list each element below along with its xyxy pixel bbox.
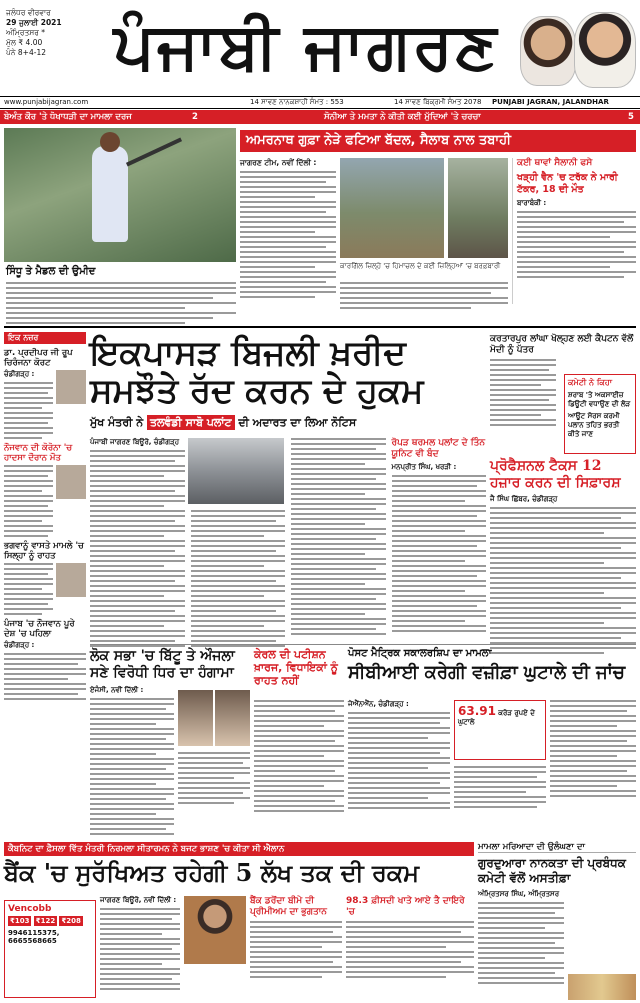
gurdwara-byline: ਅੰਮ੍ਰਿਤਸਰ ਸਿੰਘ, ਅੰਮ੍ਰਿਤਸਰ [478, 890, 560, 898]
scholarship-kicker: ਪੋਸਟ ਮੈਟ੍ਰਿਕ ਸਕਾਲਰਸ਼ਿਪ ਦਾ ਮਾਮਲਾ [348, 648, 492, 659]
scam-amount-label: ਕਰੋੜ ਰੁਪਏ ਦੇ ਘੁਟਾਲੇ [458, 709, 535, 726]
politician-photos [178, 690, 250, 746]
scholarship-body-3 [454, 766, 546, 808]
bank-headline[interactable]: ਬੈਂਕ 'ਚ ਸੁਰੱਖਿਅਤ ਰਹੇਗੀ 5 ਲੱਖ ਤਕ ਦੀ ਰਕਮ [4, 858, 420, 887]
newspaper-title: ਪੰਜਾਬੀ ਜਾਗਰਣ [113, 9, 499, 84]
brief-headline[interactable]: ਪੰਜਾਬ 'ਚ ਨੌਜਵਾਨ ਪੂਰੇ ਦੇਸ਼ 'ਚ ਪਹਿਲਾ [4, 619, 75, 639]
brief-headline[interactable]: ਨੌਜਵਾਨ ਦੀ ਕੋਰੋਨਾ 'ਚ ਹਾਦਸਾ ਦੌਰਾਨ ਮੌਤ [4, 443, 73, 463]
website-link[interactable]: www.punjabijagran.com [4, 98, 89, 106]
brief-photo [56, 465, 86, 499]
ad-phone: 9946115375, 6665568665 [8, 929, 60, 945]
briefs-column [4, 332, 86, 700]
subhead-part-a: ਮੁੱਖ ਮੰਤਰੀ ਨੇ [90, 416, 144, 429]
section-divider [4, 326, 636, 328]
lok-sabha-body [90, 686, 174, 835]
scholarship-byline: ਜੇਐੱਨਐੱਨ, ਚੰਡੀਗੜ੍ਹ : [348, 700, 409, 708]
brief-photo [56, 563, 86, 597]
ad-price: ₹208 [61, 917, 81, 925]
committee-box-title: ਕਮੇਟੀ ਨੇ ਕਿਹਾ [568, 378, 613, 387]
inset-byline: ਮਨਪ੍ਰੀਤ ਸਿੰਘ, ਖਰੜੀ : [391, 463, 457, 471]
kartarpur-headline[interactable]: ਕਰਤਾਰਪੁਰ ਲਾਂਘਾ ਖੋਲ੍ਹਣ ਲਈ ਕੈਪਟਨ ਵੱਲੋਂ ਮੋਦੀ ਨੂੰ ਪੱਤਰ [490, 334, 634, 355]
cabinet-strip: ਕੈਬਨਿਟ ਦਾ ਫ਼ੈਸਲਾ ਵਿੱਤ ਮੰਤਰੀ ਨਿਰਮਲਾ ਸੀਤਾਰਮਨ ਨੇ ਬਜਟ ਭਾਸ਼ਣ 'ਚ ਕੀਤਾ ਸੀ ਐਲਾਨ [4, 842, 474, 856]
brief-headline[interactable]: ਭਗਵਾਨੂੰ ਵਾਸਤੇ ਮਾਮਲੇ 'ਚ ਸਿਲ੍ਹਾ ਨੂੰ ਰਾਹਤ [4, 541, 84, 561]
advertisement[interactable] [4, 900, 96, 998]
ticker-left-page: 2 [192, 112, 198, 122]
ad-brand: Vencobb [8, 904, 52, 914]
kerala-headline[interactable]: ਕੇਰਲ ਦੀ ਪਟੀਸ਼ਨ ਖ਼ਾਰਜ, ਵਿਧਾਇਕਾਂ ਨੂੰ ਰਾਹਤ ਨਹੀਂ [254, 648, 338, 687]
lok-sabha-body-2 [178, 752, 250, 804]
edition-line: ਅੰਮ੍ਰਿਤਸਰ * [6, 28, 46, 37]
lead-byline: ਜਾਗਰਣ ਟੀਮ, ਨਵੀਂ ਦਿੱਲੀ : [240, 158, 317, 167]
scholarship-headline[interactable]: ਸੀਬੀਆਈ ਕਰੇਗੀ ਵਜ਼ੀਫ਼ਾ ਘੁਟਾਲੇ ਦੀ ਜਾਂਚ [348, 662, 625, 683]
inset-headline[interactable]: ਰੋਪੜ ਥਰਮਲ ਪਲਾਂਟ ਦੇ ਤਿੰਨ ਯੂਨਿਟ ਵੀ ਬੰਦ [391, 438, 486, 459]
gurdwara-body [478, 890, 636, 984]
tax-story [490, 458, 636, 654]
player-head [100, 132, 120, 152]
brief-headline[interactable]: ਡਾ. ਪ੍ਰਦੀਪਰ ਜੀ ਰੂਪ ਚਿਰੰਜਨਾ ਕੋਰਟ [4, 348, 73, 368]
main-story-body [90, 438, 486, 647]
gurdwara-photo [568, 974, 636, 1000]
date-nanakshahi: 14 ਸਾਵਣ ਨਾਨਕਸ਼ਾਹੀ ਸੰਮਤ : 553 [250, 98, 344, 106]
committee-box [564, 374, 636, 454]
committee-point-2: ਆਊਟ ਸੋਰਸ ਕਰਮੀ ਪਲਾਨ ਤਹਿਤ ਭਰਤੀ ਕੀਤੇ ਜਾਣ [568, 412, 620, 438]
edition-line: 29 ਜੁਲਾਈ 2021 [6, 18, 62, 27]
edition-box [6, 8, 94, 58]
main-headline[interactable]: ਇਕਪਾਸੜ ਬਿਜਲੀ ਖ਼ਰੀਦ ਸਮਝੌਤੇ ਰੱਦ ਕਰਨ ਦੇ ਹੁਕਮ [90, 333, 424, 411]
portrait-photo-2 [574, 12, 636, 88]
politician-photo [178, 690, 213, 746]
flood-caption: ਕਾਰਗਿੱਲ ਜ਼ਿਲ੍ਹੇ 'ਚ ਹਿਮਾਚਲ ਦੇ ਕਈ ਜ਼ਿਲ੍ਹਿਆਂ 'ਚ ਬਰਫ਼ਬਾਰੀ [340, 262, 501, 270]
lead-story-body [240, 158, 336, 298]
accounts-headline[interactable]: 98.3 ਫ਼ੀਸਦੀ ਖਾਤੇ ਆਏ ਤੈ ਦਾਇਰੇ 'ਚ [346, 896, 465, 917]
badminton-photo [4, 128, 236, 262]
top-ticker [0, 110, 640, 124]
brief-byline: ਚੰਡੀਗੜ੍ਹ : [4, 370, 35, 378]
committee-point-1: ਸ਼ਰਾਬ 'ਤੇ ਅਕਸਾਈਜ਼ ਡਿਊਟੀ ਵਧਾਉਣ ਦੀ ਲੋੜ [568, 391, 631, 408]
insurance-headline[interactable]: ਬੈਂਕ ਡਰੋਂਦਾ ਬੀਮੇ ਦੀ ਪ੍ਰੀਮੀਅਮ ਦਾ ਭੁਗਤਾਨ [250, 896, 327, 917]
kerala-body [254, 700, 344, 812]
gurdwara-kicker: ਮਾਮਲਾ ਮਰਿਆਦਾ ਦੀ ਉਲੰਘਣਾ ਦਾ [478, 842, 636, 853]
side-story-headline[interactable]: ਖੜ੍ਹੀ ਵੈਨ 'ਚ ਟਰੱਕ ਨੇ ਮਾਰੀ ਟੱਕਰ, 18 ਦੀ ਮੌਤ [517, 172, 618, 195]
tax-byline: ਜੈ ਸਿੰਘ ਛਿੱਬਰ, ਚੰਡੀਗੜ੍ਹ [490, 495, 558, 503]
lok-sabha-headline[interactable]: ਲੋਕ ਸਭਾ 'ਚ ਬਿੱਟੂ ਤੇ ਔਜਲਾ ਸਣੇ ਵਿਰੋਧੀ ਧਿਰ ਦਾ ਹੰਗਾਮਾ [90, 648, 235, 681]
racket [126, 138, 182, 167]
player-figure [92, 146, 128, 242]
ad-price: ₹103 [10, 917, 30, 925]
lok-sabha-byline: ਏਜੰਸੀ, ਨਵੀਂ ਦਿੱਲੀ : [90, 686, 144, 694]
date-bikrami: 14 ਸਾਵਣ ਬਿਕ੍ਰਮੀ ਸੰਮਤ 2078 [394, 98, 482, 106]
publisher: PUNJABI JAGRAN, JALANDHAR [492, 98, 609, 106]
note-head: ਕਈ ਥਾਵਾਂ ਸੈਲਾਨੀ ਫਸੇ [517, 158, 593, 168]
bank-story-body [100, 896, 180, 990]
edition-line: ਜਲੰਧਰ ਵੀਰਵਾਰ [6, 8, 51, 17]
side-story [512, 158, 636, 304]
side-story-byline: ਬਾਰਾਬੰਕੀ : [517, 199, 547, 207]
finance-minister-photo [184, 896, 246, 964]
tax-headline[interactable]: ਪ੍ਰੋਫੈਸ਼ਨਲ ਟੈਕਸ 12 ਹਜ਼ਾਰ ਕਰਨ ਦੀ ਸਿਫ਼ਾਰਸ਼ [490, 458, 621, 491]
portrait-photo-1 [520, 16, 576, 86]
photo-caption-text [6, 282, 236, 324]
edition-line: ਪੰਨੇ 8+4-12 [6, 48, 46, 57]
insurance-box [250, 896, 342, 978]
scam-amount-box [454, 700, 546, 760]
scam-amount: 63.91 [458, 704, 496, 718]
subhead-highlight: ਤਲਵੰਡੀ ਸਾਬੋ ਪਲਾਂਟ [147, 415, 235, 430]
gurdwara-headline[interactable]: ਗੁਰਦੁਆਰਾ ਨਾਨਕਤਾ ਦੀ ਪ੍ਰਬੰਧਕ ਕਮੇਟੀ ਵੱਲੋਂ ਅਸਤੀਫ਼ਾ [478, 856, 626, 885]
dateline-bar [0, 96, 640, 109]
flood-photo [340, 158, 444, 258]
ad-price: ₹122 [35, 917, 56, 925]
main-subheadline [90, 414, 486, 432]
main-byline: ਪੰਜਾਬੀ ਜਾਗਰਣ ਬਿਊਰੋ, ਚੰਡੀਗੜ੍ਹ [90, 438, 180, 446]
briefs-label: ਇਕ ਨਜ਼ਰ [4, 332, 86, 344]
power-plant-photo [188, 438, 284, 504]
ticker-left[interactable]: ਬੇਅੰਤ ਕੌਰ 'ਤੇ ਧੋਖਾਧੜੀ ਦਾ ਮਾਮਲਾ ਦਰਜ [4, 112, 132, 122]
scholarship-body-2 [550, 700, 636, 797]
bank-byline: ਜਾਗਰਣ ਬਿਊਰੋ, ਨਵੀਂ ਦਿੱਲੀ : [100, 896, 177, 904]
landslide-photo [448, 158, 508, 258]
brief-photo [56, 370, 86, 404]
accounts-box [346, 896, 474, 978]
edition-line: ਮੁੱਲ ₹ 4.00 [6, 38, 43, 47]
photo-caption-head: ਸਿੰਧੂ ਤੇ ਮੈਡਲ ਦੀ ਉਮੀਦ [6, 266, 96, 277]
middle-divider [90, 644, 636, 645]
scholarship-body [348, 700, 450, 809]
lead-headline[interactable]: ਅਮਰਨਾਥ ਗੁਫ਼ਾ ਨੇੜੇ ਫਟਿਆ ਬੱਦਲ, ਸੈਲਾਬ ਨਾਲ ਤਬਾਹੀ [240, 130, 636, 152]
ticker-right[interactable]: ਸੋਨੀਆ ਤੇ ਮਮਤਾ ਨੇ ਕੀਤੀ ਕਈ ਮੁੱਦਿਆਂ 'ਤੇ ਚਰਚਾ [324, 112, 481, 122]
politician-photo [215, 690, 250, 746]
ticker-right-page: 5 [628, 112, 634, 122]
brief-byline: ਚੰਡੀਗੜ੍ਹ : [4, 641, 35, 649]
subhead-part-b: ਦੀ ਅਦਾਰਤ ਦਾ ਲਿਆ ਨੋਟਿਸ [238, 416, 357, 429]
flood-story-text [340, 282, 508, 309]
